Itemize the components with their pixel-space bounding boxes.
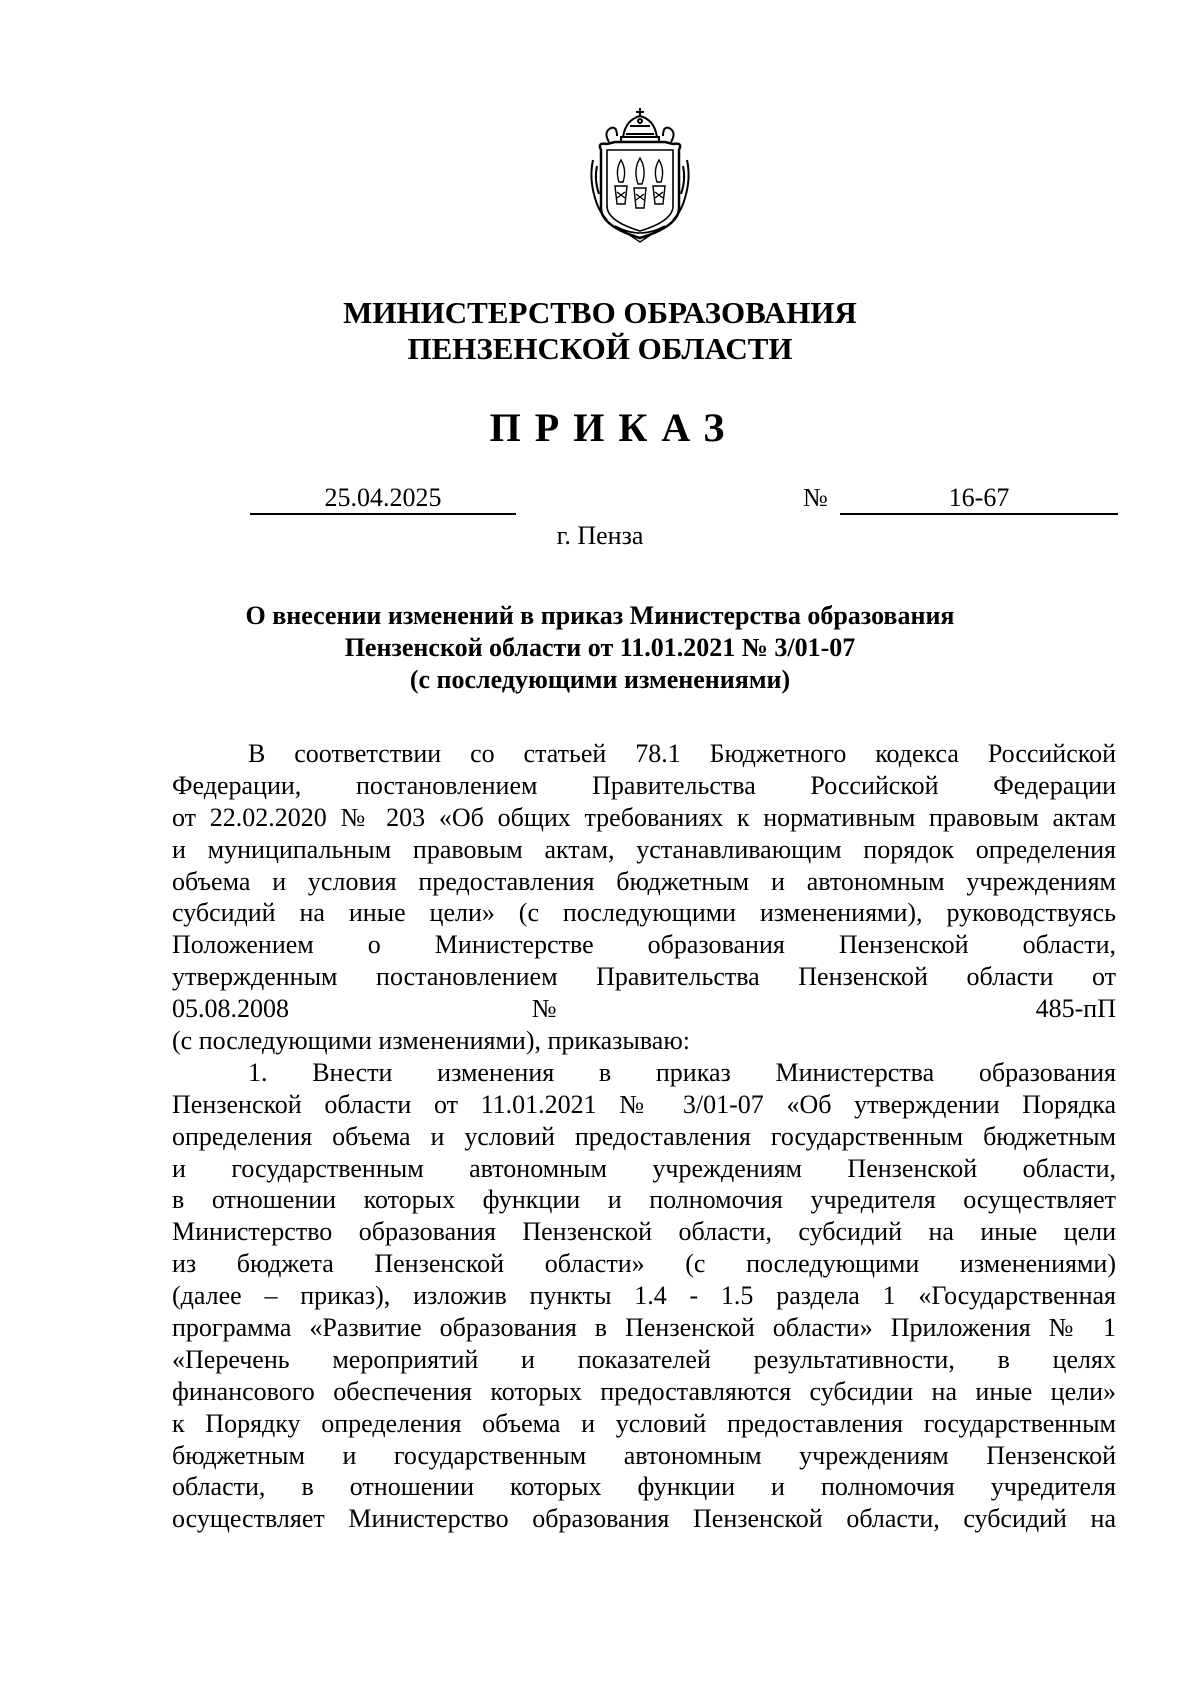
order-number: 16-67 — [840, 483, 1118, 515]
document-type-heading: ПРИКАЗ — [489, 405, 739, 450]
body-line: из бюджета Пензенской области» (с последующими изменениями) — [172, 1249, 1116, 1279]
body-line: осуществляет Министерство образования Пензенской области, субсидий на — [172, 1504, 1116, 1534]
ministry-title — [0, 295, 1200, 367]
body-line: от 22.02.2020 № 203 «Об общих требованиях к нормативным правовым актам — [172, 802, 1116, 832]
order-title-line: О внесении изменений в приказ Министерства образования — [245, 601, 955, 630]
penza-coat-of-arms-icon — [585, 108, 695, 243]
order-date: 25.04.2025 — [250, 483, 516, 515]
body-line: В соответствии со статьей 78.1 Бюджетного кодекса Российской — [248, 739, 1116, 768]
body-line: объема и условия предоставления бюджетным и автономным учреждениям — [172, 866, 1116, 896]
body-line: Положением о Министерстве образования Пензенской области, — [172, 930, 1116, 960]
body-line: финансового обеспечения которых предоставляются субсидии на иные цели» — [172, 1376, 1116, 1406]
body-line: и государственным автономным учреждениям Пензенской области, — [172, 1153, 1116, 1183]
body-line: области, в отношении которых функции и полномочия учредителя — [172, 1472, 1116, 1502]
order-title — [0, 600, 1200, 696]
ministry-title-line1: МИНИСТЕРСТВО ОБРАЗОВАНИЯ — [343, 295, 857, 330]
body-line: Пензенской области от 11.01.2021 № 3/01-07 «Об утверждении Порядка — [172, 1089, 1116, 1119]
body-line: (с последующими изменениями), приказываю: — [172, 1026, 690, 1056]
body-line: субсидий на иные цели» (с последующими изменениями), руководствуясь — [172, 898, 1116, 928]
ministry-title-line2: ПЕНЗЕНСКОЙ ОБЛАСТИ — [407, 331, 793, 366]
body-line: программа «Развитие образования в Пензенской области» Приложения № 1 — [172, 1313, 1116, 1343]
body-line: Министерство образования Пензенской области, субсидий на иные цели — [172, 1217, 1116, 1247]
body-line: 1. Внести изменения в приказ Министерства образования — [248, 1057, 1116, 1087]
body-line: бюджетным и государственным автономным учреждениям Пензенской — [172, 1440, 1116, 1470]
order-title-line: Пензенской области от 11.01.2021 № 3/01-07 — [344, 633, 856, 662]
body-line: Федерации, постановлением Правительства Российской Федерации — [172, 770, 1116, 800]
body-line: определения объема и условий предоставления государственным бюджетным — [172, 1121, 1116, 1151]
order-title-line: (с последующими изменениями) — [409, 665, 791, 694]
body-line: и муниципальным правовым актам, устанавливающим порядок определения — [172, 834, 1116, 864]
city-line: г. Пенза — [556, 521, 644, 550]
body-line: к Порядку определения объема и условий предоставления государственным — [172, 1408, 1116, 1438]
order-body — [172, 738, 1116, 1535]
body-line: утвержденным постановлением Правительства Пензенской области от — [172, 962, 1116, 992]
body-line: в отношении которых функции и полномочия учредителя осуществляет — [172, 1185, 1116, 1215]
body-line: «Перечень мероприятий и показателей результативности, в целях — [172, 1344, 1116, 1374]
body-line: (далее – приказ), изложив пункты 1.4 - 1.5 раздела 1 «Государственная — [172, 1281, 1116, 1311]
number-sign: № — [803, 483, 828, 512]
body-line: 05.08.2008 № 485-пП — [172, 994, 1116, 1024]
